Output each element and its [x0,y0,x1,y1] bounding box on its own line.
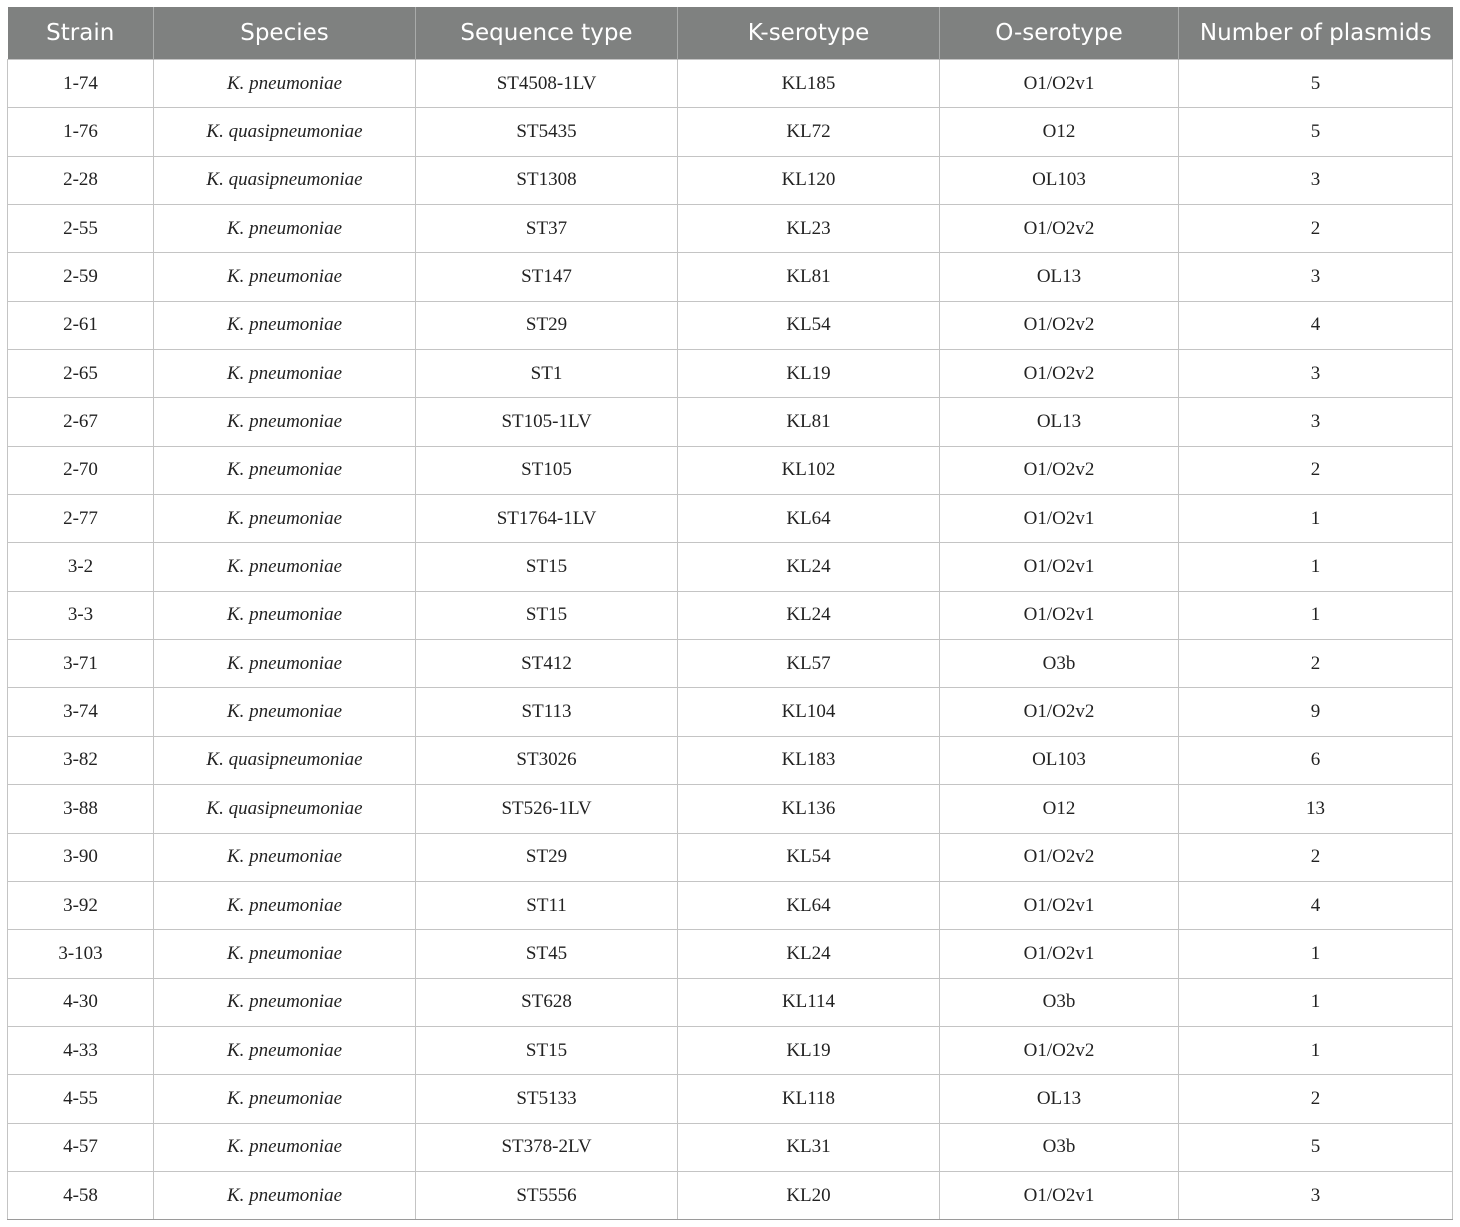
table-row [8,1075,1453,1123]
header-sequence-type: Sequence type [416,7,678,60]
k-serotype-cell: KL24 [678,543,940,591]
species-cell: K. pneumoniae [154,1123,416,1171]
plasmid-count-cell: 1 [1179,1026,1453,1074]
o-serotype-cell: O12 [940,785,1179,833]
plasmid-count-cell: 2 [1179,640,1453,688]
table-row [8,495,1453,543]
plasmid-count-cell: 3 [1179,398,1453,446]
table-row [8,1123,1453,1171]
k-serotype-cell: KL118 [678,1075,940,1123]
plasmid-count-cell: 9 [1179,688,1453,736]
table-row [8,398,1453,446]
table-row [8,156,1453,204]
plasmid-count-cell: 3 [1179,156,1453,204]
table-row [8,930,1453,978]
plasmid-count-cell: 3 [1179,350,1453,398]
sequence-type-cell: ST105-1LV [416,398,678,446]
sequence-type-cell: ST113 [416,688,678,736]
table-row [8,108,1453,156]
sequence-type-cell: ST29 [416,301,678,349]
strain-cell: 3-71 [8,640,154,688]
strain-cell: 4-33 [8,1026,154,1074]
k-serotype-cell: KL31 [678,1123,940,1171]
species-cell: K. quasipneumoniae [154,156,416,204]
strain-cell: 2-61 [8,301,154,349]
k-serotype-cell: KL81 [678,398,940,446]
species-cell: K. quasipneumoniae [154,736,416,784]
header-strain: Strain [8,7,154,60]
o-serotype-cell: OL103 [940,156,1179,204]
strain-cell: 1-74 [8,60,154,108]
sequence-type-cell: ST5556 [416,1171,678,1219]
table-row [8,1171,1453,1219]
species-cell: K. pneumoniae [154,60,416,108]
plasmid-count-cell: 2 [1179,205,1453,253]
o-serotype-cell: O1/O2v1 [940,930,1179,978]
o-serotype-cell: OL13 [940,398,1179,446]
k-serotype-cell: KL23 [678,205,940,253]
table-row [8,640,1453,688]
strain-cell: 2-70 [8,446,154,494]
strain-table [7,7,1453,1220]
table-row [8,543,1453,591]
o-serotype-cell: O1/O2v1 [940,495,1179,543]
sequence-type-cell: ST15 [416,1026,678,1074]
k-serotype-cell: KL20 [678,1171,940,1219]
plasmid-count-cell: 2 [1179,446,1453,494]
o-serotype-cell: O3b [940,640,1179,688]
species-cell: K. pneumoniae [154,688,416,736]
o-serotype-cell: O1/O2v2 [940,205,1179,253]
o-serotype-cell: O1/O2v2 [940,688,1179,736]
strain-cell: 2-55 [8,205,154,253]
species-cell: K. pneumoniae [154,543,416,591]
k-serotype-cell: KL120 [678,156,940,204]
k-serotype-cell: KL54 [678,833,940,881]
sequence-type-cell: ST1764-1LV [416,495,678,543]
k-serotype-cell: KL54 [678,301,940,349]
sequence-type-cell: ST37 [416,205,678,253]
plasmid-count-cell: 2 [1179,833,1453,881]
species-cell: K. pneumoniae [154,930,416,978]
table-row [8,301,1453,349]
table-row [8,350,1453,398]
header-row [8,7,1453,60]
strain-cell: 3-88 [8,785,154,833]
header-species: Species [154,7,416,60]
sequence-type-cell: ST4508-1LV [416,60,678,108]
sequence-type-cell: ST628 [416,978,678,1026]
table-row [8,833,1453,881]
o-serotype-cell: OL13 [940,1075,1179,1123]
plasmid-count-cell: 3 [1179,253,1453,301]
sequence-type-cell: ST1308 [416,156,678,204]
strain-cell: 3-82 [8,736,154,784]
strain-cell: 2-77 [8,495,154,543]
o-serotype-cell: O1/O2v2 [940,1026,1179,1074]
species-cell: K. pneumoniae [154,591,416,639]
o-serotype-cell: O1/O2v2 [940,301,1179,349]
o-serotype-cell: O1/O2v1 [940,1171,1179,1219]
plasmid-count-cell: 6 [1179,736,1453,784]
table-row [8,736,1453,784]
k-serotype-cell: KL183 [678,736,940,784]
strain-cell: 4-55 [8,1075,154,1123]
strain-cell: 3-103 [8,930,154,978]
species-cell: K. pneumoniae [154,978,416,1026]
o-serotype-cell: O1/O2v2 [940,833,1179,881]
plasmid-count-cell: 1 [1179,978,1453,1026]
species-cell: K. pneumoniae [154,350,416,398]
k-serotype-cell: KL81 [678,253,940,301]
o-serotype-cell: O12 [940,108,1179,156]
sequence-type-cell: ST526-1LV [416,785,678,833]
strain-cell: 2-65 [8,350,154,398]
table-row [8,978,1453,1026]
o-serotype-cell: O1/O2v1 [940,543,1179,591]
sequence-type-cell: ST15 [416,543,678,591]
strain-cell: 2-59 [8,253,154,301]
table-row [8,60,1453,108]
plasmid-count-cell: 1 [1179,495,1453,543]
sequence-type-cell: ST105 [416,446,678,494]
o-serotype-cell: O1/O2v1 [940,60,1179,108]
strain-cell: 1-76 [8,108,154,156]
o-serotype-cell: O1/O2v1 [940,591,1179,639]
plasmid-count-cell: 2 [1179,1075,1453,1123]
sequence-type-cell: ST378-2LV [416,1123,678,1171]
plasmid-count-cell: 5 [1179,108,1453,156]
species-cell: K. pneumoniae [154,301,416,349]
k-serotype-cell: KL185 [678,60,940,108]
table-header [8,7,1453,60]
k-serotype-cell: KL136 [678,785,940,833]
strain-cell: 3-74 [8,688,154,736]
plasmid-count-cell: 1 [1179,930,1453,978]
sequence-type-cell: ST45 [416,930,678,978]
strain-cell: 2-28 [8,156,154,204]
k-serotype-cell: KL64 [678,495,940,543]
o-serotype-cell: OL103 [940,736,1179,784]
o-serotype-cell: O1/O2v2 [940,350,1179,398]
species-cell: K. pneumoniae [154,833,416,881]
plasmid-count-cell: 4 [1179,881,1453,929]
species-cell: K. pneumoniae [154,1026,416,1074]
plasmid-count-cell: 1 [1179,543,1453,591]
table-row [8,253,1453,301]
plasmid-count-cell: 5 [1179,1123,1453,1171]
table-row [8,881,1453,929]
k-serotype-cell: KL102 [678,446,940,494]
table-row [8,591,1453,639]
plasmid-count-cell: 4 [1179,301,1453,349]
species-cell: K. pneumoniae [154,398,416,446]
header-number-of-plasmids: Number of plasmids [1179,7,1453,60]
strain-cell: 3-2 [8,543,154,591]
table-row [8,446,1453,494]
species-cell: K. pneumoniae [154,253,416,301]
strain-cell: 4-58 [8,1171,154,1219]
o-serotype-cell: O3b [940,978,1179,1026]
table-row [8,688,1453,736]
plasmid-count-cell: 5 [1179,60,1453,108]
k-serotype-cell: KL64 [678,881,940,929]
strain-cell: 3-92 [8,881,154,929]
sequence-type-cell: ST15 [416,591,678,639]
species-cell: K. quasipneumoniae [154,785,416,833]
sequence-type-cell: ST29 [416,833,678,881]
k-serotype-cell: KL57 [678,640,940,688]
species-cell: K. pneumoniae [154,495,416,543]
strain-cell: 2-67 [8,398,154,446]
table-row [8,1026,1453,1074]
strain-cell: 4-30 [8,978,154,1026]
species-cell: K. pneumoniae [154,881,416,929]
species-cell: K. pneumoniae [154,205,416,253]
header-o-serotype: O-serotype [940,7,1179,60]
k-serotype-cell: KL19 [678,350,940,398]
o-serotype-cell: O3b [940,1123,1179,1171]
table-body [8,60,1453,1220]
strain-cell: 3-3 [8,591,154,639]
o-serotype-cell: O1/O2v1 [940,881,1179,929]
k-serotype-cell: KL104 [678,688,940,736]
header-k-serotype: K-serotype [678,7,940,60]
k-serotype-cell: KL114 [678,978,940,1026]
species-cell: K. pneumoniae [154,640,416,688]
plasmid-count-cell: 1 [1179,591,1453,639]
species-cell: K. pneumoniae [154,446,416,494]
sequence-type-cell: ST147 [416,253,678,301]
o-serotype-cell: OL13 [940,253,1179,301]
k-serotype-cell: KL72 [678,108,940,156]
strain-table-container [7,7,1452,1220]
species-cell: K. pneumoniae [154,1171,416,1219]
sequence-type-cell: ST3026 [416,736,678,784]
sequence-type-cell: ST5435 [416,108,678,156]
sequence-type-cell: ST11 [416,881,678,929]
table-row [8,205,1453,253]
o-serotype-cell: O1/O2v2 [940,446,1179,494]
k-serotype-cell: KL24 [678,591,940,639]
strain-cell: 4-57 [8,1123,154,1171]
sequence-type-cell: ST1 [416,350,678,398]
species-cell: K. pneumoniae [154,1075,416,1123]
sequence-type-cell: ST412 [416,640,678,688]
k-serotype-cell: KL19 [678,1026,940,1074]
species-cell: K. quasipneumoniae [154,108,416,156]
sequence-type-cell: ST5133 [416,1075,678,1123]
plasmid-count-cell: 3 [1179,1171,1453,1219]
plasmid-count-cell: 13 [1179,785,1453,833]
k-serotype-cell: KL24 [678,930,940,978]
table-row [8,785,1453,833]
strain-cell: 3-90 [8,833,154,881]
